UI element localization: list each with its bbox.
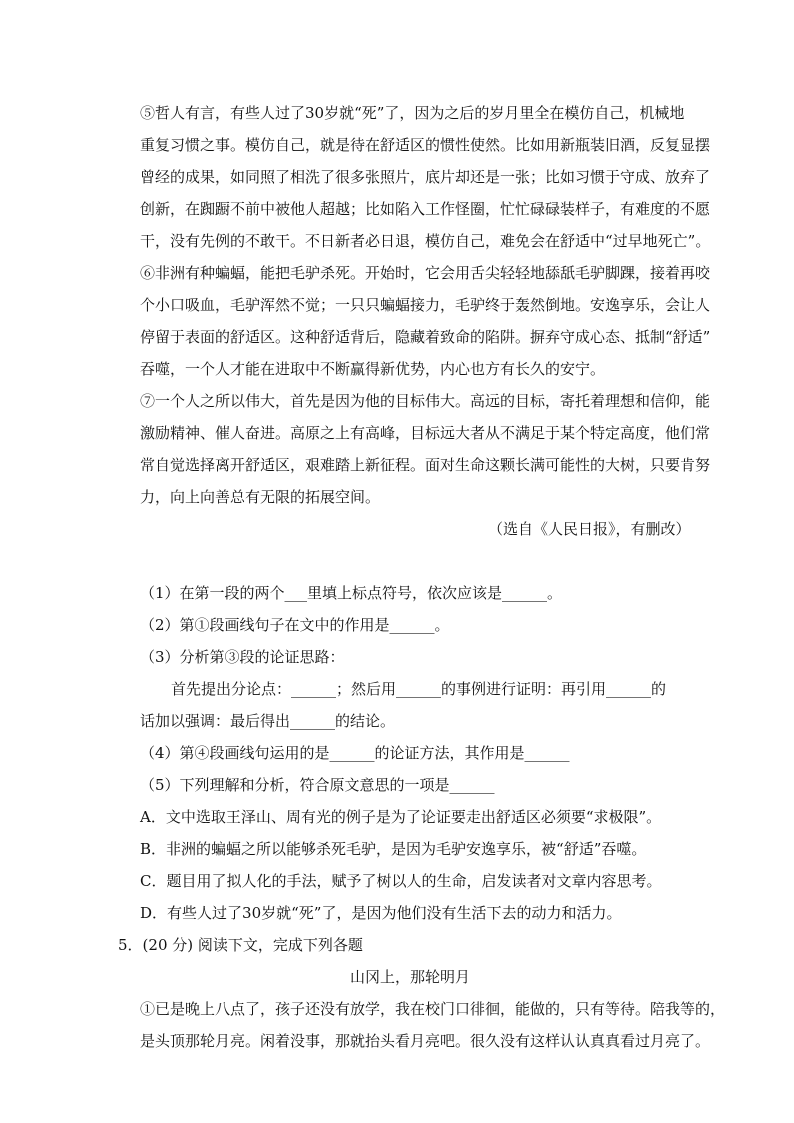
paragraph-6-line-3: 停留于表面的舒适区。这种舒适背后，隐藏着致命的陷阱。摒弃守成心态、抵制“舒适” xyxy=(140,328,711,346)
paragraph-6-line-1: ⑥非洲有种蝙蝠，能把毛驴杀死。开始时，它会用舌尖轻轻地舔舐毛驴脚踝，接着再咬 xyxy=(140,264,711,282)
section-5-heading: 5．(20 分) 阅读下文，完成下列各题 xyxy=(118,936,363,954)
paragraph-6-line-4: 吞噬，一个人才能在进取中不断赢得新优势，内心也方有长久的安宁。 xyxy=(140,360,606,378)
question-5: （5）下列理解和分析，符合原文意思的一项是______ xyxy=(140,776,495,794)
question-4: （4）第④段画线句运用的是______的论证方法，其作用是______ xyxy=(140,744,570,762)
question-3-line-1: 首先提出分论点：______；然后用______的事例进行证明：再引用______的 xyxy=(171,680,667,698)
question-2: （2）第①段画线句子在文中的作用是______。 xyxy=(140,616,450,634)
section-5-paragraph-1-line-1: ①已是晚上八点了，孩子还没有放学，我在校门口徘徊，能做的，只有等待。陪我等的， xyxy=(140,1000,726,1018)
paragraph-5-line-3: 曾经的成果，如同照了相洗了很多张照片，底片却还是一张；比如习惯于守成、放弃了 xyxy=(140,168,711,186)
paragraph-5-line-4: 创新，在踟蹰不前中被他人超越；比如陷入工作怪圈，忙忙碌碌装样子，有难度的不愿 xyxy=(140,200,711,218)
article-title: 山冈上，那轮明月 xyxy=(350,968,471,986)
paragraph-7-line-2: 激励精神、催人奋进。高原之上有高峰，目标远大者从不满足于某个特定高度，他们常 xyxy=(140,424,711,442)
source-citation: （选自《人民日报》，有删改） xyxy=(488,520,691,538)
question-3-line-2: 话加以强调：最后得出______的结论。 xyxy=(140,712,396,730)
question-1: （1）在第一段的两个___里填上标点符号，依次应该是______。 xyxy=(140,584,563,602)
paragraph-7-line-3: 常自觉选择离开舒适区，艰难踏上新征程。面对生命这颗长满可能性的大树，只要肯努 xyxy=(140,456,711,474)
question-3: （3）分析第③段的论证思路： xyxy=(140,648,345,666)
section-5-paragraph-1-line-2: 是头顶那轮月亮。闲着没事，那就抬头看月亮吧。很久没有这样认认真真看过月亮了。 xyxy=(140,1032,711,1050)
option-a: A．文中选取王泽山、周有光的例子是为了论证要走出舒适区必须要“求极限”。 xyxy=(140,808,662,826)
paragraph-5-line-1: ⑤哲人有言，有些人过了30岁就“死”了，因为之后的岁月里全在模仿自己，机械地 xyxy=(140,104,685,122)
paragraph-7-line-1: ⑦一个人之所以伟大，首先是因为他的目标伟大。高远的目标，寄托着理想和信仰，能 xyxy=(140,392,711,410)
option-b: B．非洲的蝙蝠之所以能够杀死毛驴，是因为毛驴安逸享乐，被“舒适”吞噬。 xyxy=(140,840,647,858)
paragraph-5-line-2: 重复习惯之事。模仿自己，就是待在舒适区的惯性使然。比如用新瓶装旧酒，反复显摆 xyxy=(140,136,711,154)
paragraph-5-line-5: 干，没有先例的不敢干。不日新者必日退，模仿自己，难免会在舒适中“过早地死亡”。 xyxy=(140,232,711,250)
option-c: C．题目用了拟人化的手法，赋予了树以人的生命，启发读者对文章内容思考。 xyxy=(140,872,662,890)
paragraph-6-line-2: 个小口吸血，毛驴浑然不觉；一只只蝙蝠接力，毛驴终于轰然倒地。安逸享乐，会让人 xyxy=(140,296,711,314)
option-d: D．有些人过了30岁就“死”了，是因为他们没有生活下去的动力和活力。 xyxy=(140,904,622,922)
paragraph-7-line-4: 力，向上向善总有无限的拓展空间。 xyxy=(140,488,381,506)
